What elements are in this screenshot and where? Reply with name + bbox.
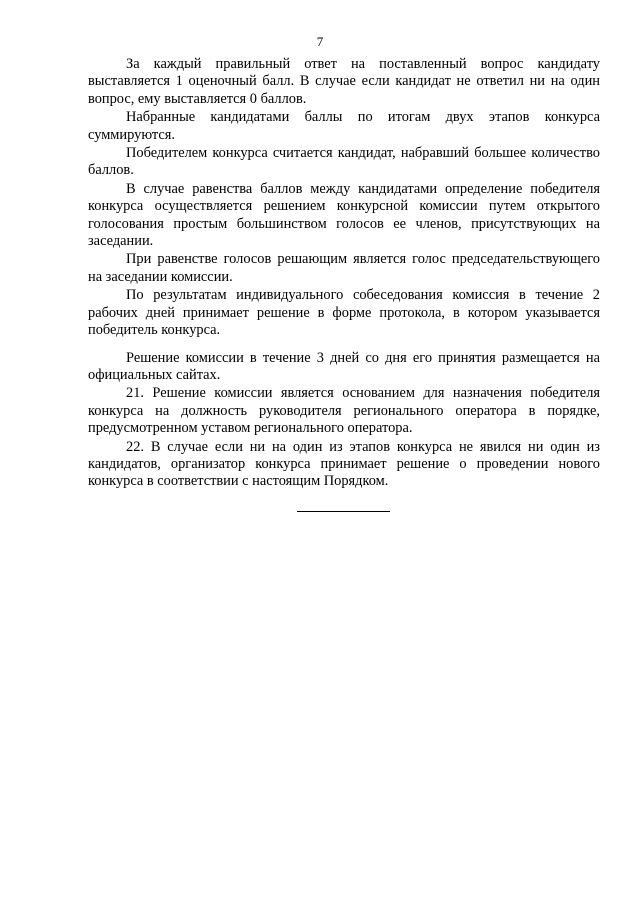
paragraph-publication: Решение комиссии в течение 3 дней со дня его принятия размещается на официальных сайтах.	[88, 349, 600, 383]
page-number: 7	[316, 34, 324, 49]
paragraph-casting-vote: При равенстве голосов решающим является голос председательствующего на заседании комиссии.	[88, 251, 600, 285]
paragraph-score-summation: Набранные кандидатами баллы по итогам двух этапов конкурса суммируются.	[88, 109, 600, 143]
paragraph-interview-results: По результатам индивидуального собеседования комиссия в течение 2 рабочих дней принимает решение в форме протокола, в котором указывается победитель конкурса.	[88, 287, 600, 339]
document-body	[88, 56, 600, 492]
paragraph-item-21: 21. Решение комиссии является основанием для назначения победителя конкурса на должность руководителя регионального оператора в порядке, предусмотренном уставом регионального оператора.	[88, 385, 600, 437]
end-of-text-rule	[297, 511, 390, 512]
paragraph-winner-definition: Победителем конкурса считается кандидат, набравший большее количество баллов.	[88, 145, 600, 179]
paragraph-scoring-rule: За каждый правильный ответ на поставленный вопрос кандидату выставляется 1 оценочный балл. В случае если кандидат не ответил ни на один вопрос, ему выставляется 0 баллов.	[88, 56, 600, 107]
paragraph-item-22: 22. В случае если ни на один из этапов конкурса не явился ни один из кандидатов, организатор конкурса принимает решение о проведении нового конкурса в соответствии с настоящим Порядком.	[88, 438, 600, 490]
paragraph-tie-resolution: В случае равенства баллов между кандидатами определение победителя конкурса осуществляется решением конкурсной комиссии путем открытого голосования простым большинством голосов ее членов, присутствующих на заседании.	[88, 180, 600, 250]
